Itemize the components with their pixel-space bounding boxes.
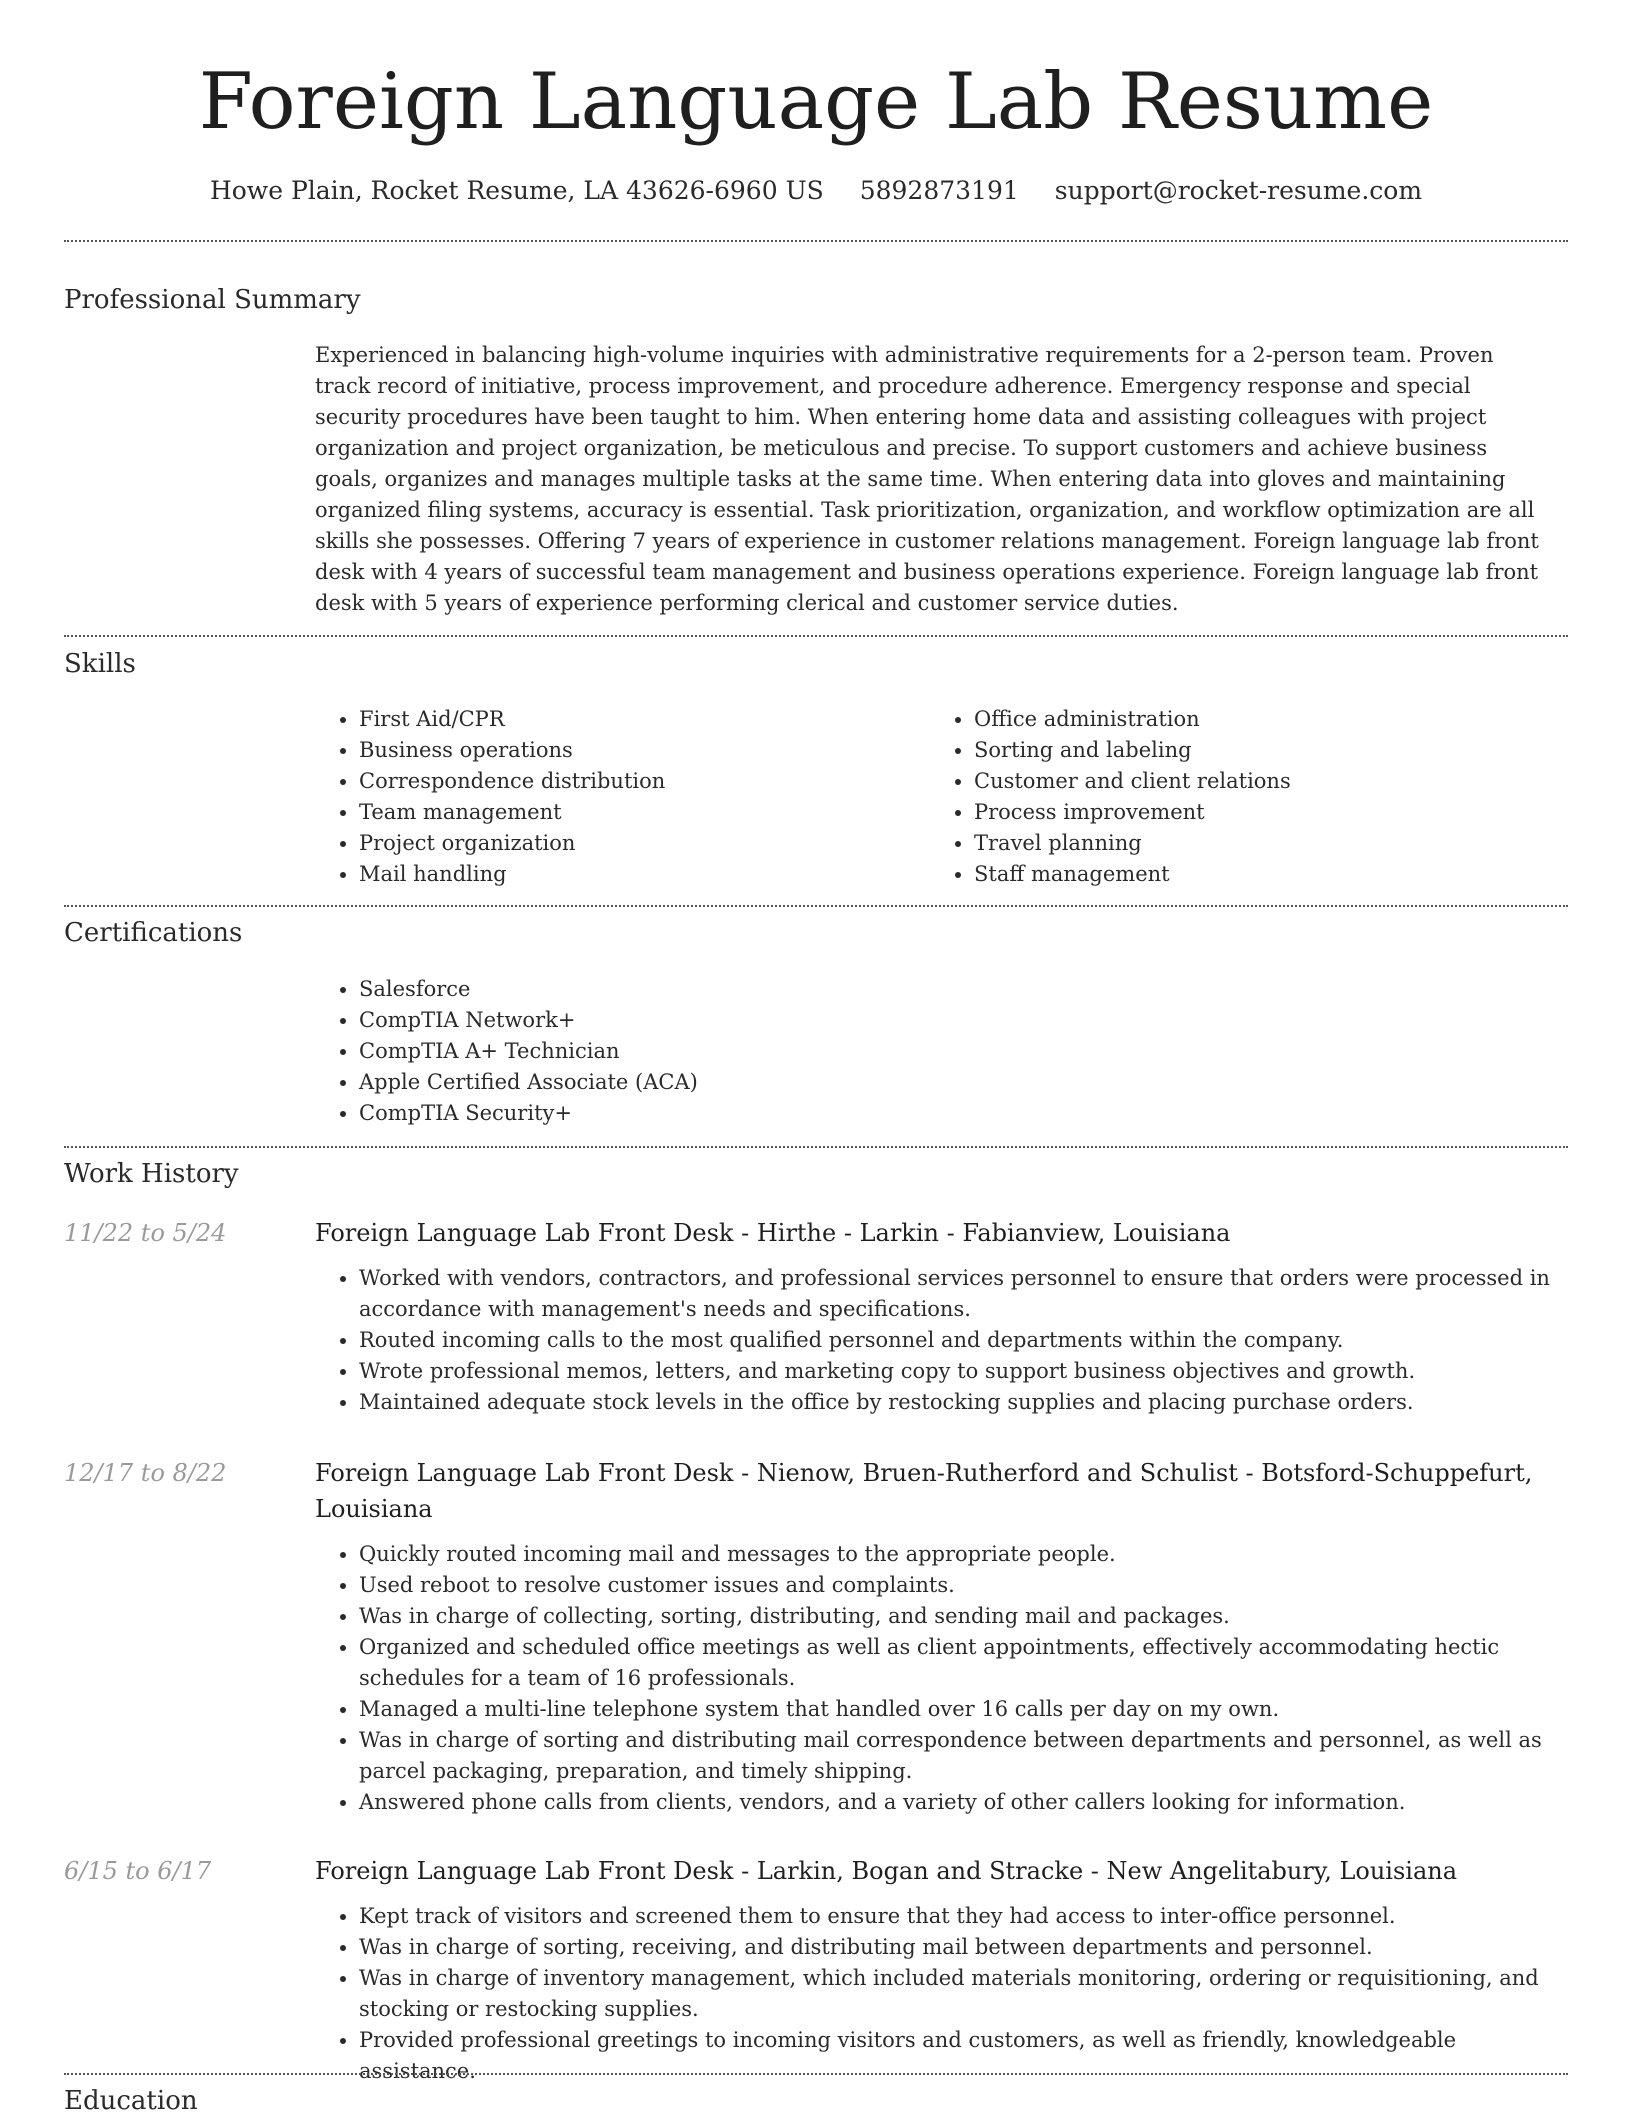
job-duty: • Was in charge of sorting and distributing mail correspondence between departments and personnel, as well as parcel packaging, preparation, and timely shipping. <box>359 1725 1550 1787</box>
skill-item: • First Aid/CPR <box>359 704 915 735</box>
certifications-block <box>315 974 1550 1129</box>
job-dates: 6/15 to 6/17 <box>64 1857 212 1885</box>
skills-list-left <box>315 704 915 890</box>
job-duty: • Worked with vendors, contractors, and professional services personnel to ensure that orders were processed in accordance with management's needs and specifications. <box>359 1263 1550 1325</box>
job-duties-list <box>315 1263 1550 1418</box>
skill-item: • Sorting and labeling <box>974 735 1530 766</box>
contact-line <box>0 174 1632 208</box>
section-divider <box>64 635 1568 637</box>
certification-item: • CompTIA A+ Technician <box>359 1036 1550 1067</box>
skills-heading: Skills <box>64 649 136 679</box>
skills-column-right <box>930 704 1530 890</box>
resume-header <box>0 0 1632 208</box>
job-duties-list <box>315 1901 1550 2087</box>
skill-item: • Team management <box>359 797 915 828</box>
job-title: Foreign Language Lab Front Desk - Larkin, Bogan and Stracke - New Angelitabury, Louisiana <box>315 1857 1458 1885</box>
skill-item: • Business operations <box>359 735 915 766</box>
job-duty: • Routed incoming calls to the most qualified personnel and departments within the company. <box>359 1325 1550 1356</box>
section-divider <box>64 240 1568 242</box>
job-title: Foreign Language Lab Front Desk - Nienow, Bruen-Rutherford and Schulist - Botsford-Schuppefurt, Louisiana <box>315 1459 1533 1523</box>
skill-item: • Customer and client relations <box>974 766 1530 797</box>
job-dates: 12/17 to 8/22 <box>64 1459 227 1487</box>
job-title: Foreign Language Lab Front Desk - Hirthe - Larkin - Fabianview, Louisiana <box>315 1219 1231 1247</box>
job-duty: • Was in charge of inventory management, which included materials monitoring, ordering or requisitioning, and stocking or restocking supplies. <box>359 1963 1550 2025</box>
certifications-heading: Certifications <box>64 918 243 948</box>
section-divider <box>64 905 1568 907</box>
contact-address: Howe Plain, Rocket Resume, LA 43626-6960 US <box>209 176 824 205</box>
job-duty: • Wrote professional memos, letters, and marketing copy to support business objectives and growth. <box>359 1356 1550 1387</box>
education-heading: Education <box>64 2086 198 2116</box>
certification-item: • CompTIA Network+ <box>359 1005 1550 1036</box>
certification-item: • CompTIA Security+ <box>359 1098 1550 1129</box>
summary-heading: Professional Summary <box>64 285 361 315</box>
skill-item: • Project organization <box>359 828 915 859</box>
resume-title: Foreign Language Lab Resume <box>198 57 1434 147</box>
job-duty: • Was in charge of collecting, sorting, distributing, and sending mail and packages. <box>359 1601 1550 1632</box>
skill-item: • Correspondence distribution <box>359 766 915 797</box>
job-entry <box>315 1455 1550 1818</box>
skills-block <box>315 704 1550 894</box>
skill-item: • Travel planning <box>974 828 1530 859</box>
certification-item: • Salesforce <box>359 974 1550 1005</box>
job-duty: • Organized and scheduled office meetings as well as client appointments, effectively accommodating hectic schedules for a team of 16 professionals. <box>359 1632 1550 1694</box>
skill-item: • Office administration <box>974 704 1530 735</box>
contact-phone: 5892873191 <box>859 176 1019 205</box>
job-duty: • Provided professional greetings to incoming visitors and customers, as well as friendly, knowledgeable assistance. <box>359 2025 1550 2087</box>
job-duty: • Used reboot to resolve customer issues and complaints. <box>359 1570 1550 1601</box>
section-divider <box>64 2073 1568 2075</box>
skill-item: • Process improvement <box>974 797 1530 828</box>
summary-text: Experienced in balancing high-volume inquiries with administrative requirements for a 2-person team. Proven track record of initiative, process improvement, and procedure adherence. Emergency response and special security procedures have been taught to him. When entering home data and assisting colleagues with project organization and project organization, be meticulous and precise. To support customers and achieve business goals, organizes and manages multiple tasks at the same time. When entering data into gloves and maintaining organized filing systems, accuracy is essential. Task prioritization, organization, and workflow optimization are all skills she possesses. Offering 7 years of experience in customer relations management. Foreign language lab front desk with 4 years of successful team management and business operations experience. Foreign language lab front desk with 5 years of experience performing clerical and customer service duties. <box>315 343 1539 615</box>
job-duty: • Quickly routed incoming mail and messages to the appropriate people. <box>359 1539 1550 1570</box>
certifications-list <box>315 974 1550 1129</box>
skill-item: • Mail handling <box>359 859 915 890</box>
work-history-heading: Work History <box>64 1159 239 1189</box>
certification-item: • Apple Certified Associate (ACA) <box>359 1067 1550 1098</box>
job-duty: • Kept track of visitors and screened them to ensure that they had access to inter-office personnel. <box>359 1901 1550 1932</box>
job-duty: • Maintained adequate stock levels in the office by restocking supplies and placing purchase orders. <box>359 1387 1550 1418</box>
contact-email: support@rocket-resume.com <box>1054 176 1423 205</box>
summary-block <box>315 340 1550 619</box>
job-duty: • Managed a multi-line telephone system that handled over 16 calls per day on my own. <box>359 1694 1550 1725</box>
job-duty: • Was in charge of sorting, receiving, and distributing mail between departments and personnel. <box>359 1932 1550 1963</box>
job-dates: 11/22 to 5/24 <box>64 1219 227 1247</box>
section-divider <box>64 1146 1568 1148</box>
job-duties-list <box>315 1539 1550 1818</box>
job-duty: • Answered phone calls from clients, vendors, and a variety of other callers looking for information. <box>359 1787 1550 1818</box>
job-entry <box>315 1853 1550 2087</box>
job-entry <box>315 1215 1550 1418</box>
skills-list-right <box>930 704 1530 890</box>
skills-column-left <box>315 704 915 890</box>
skill-item: • Staff management <box>974 859 1530 890</box>
